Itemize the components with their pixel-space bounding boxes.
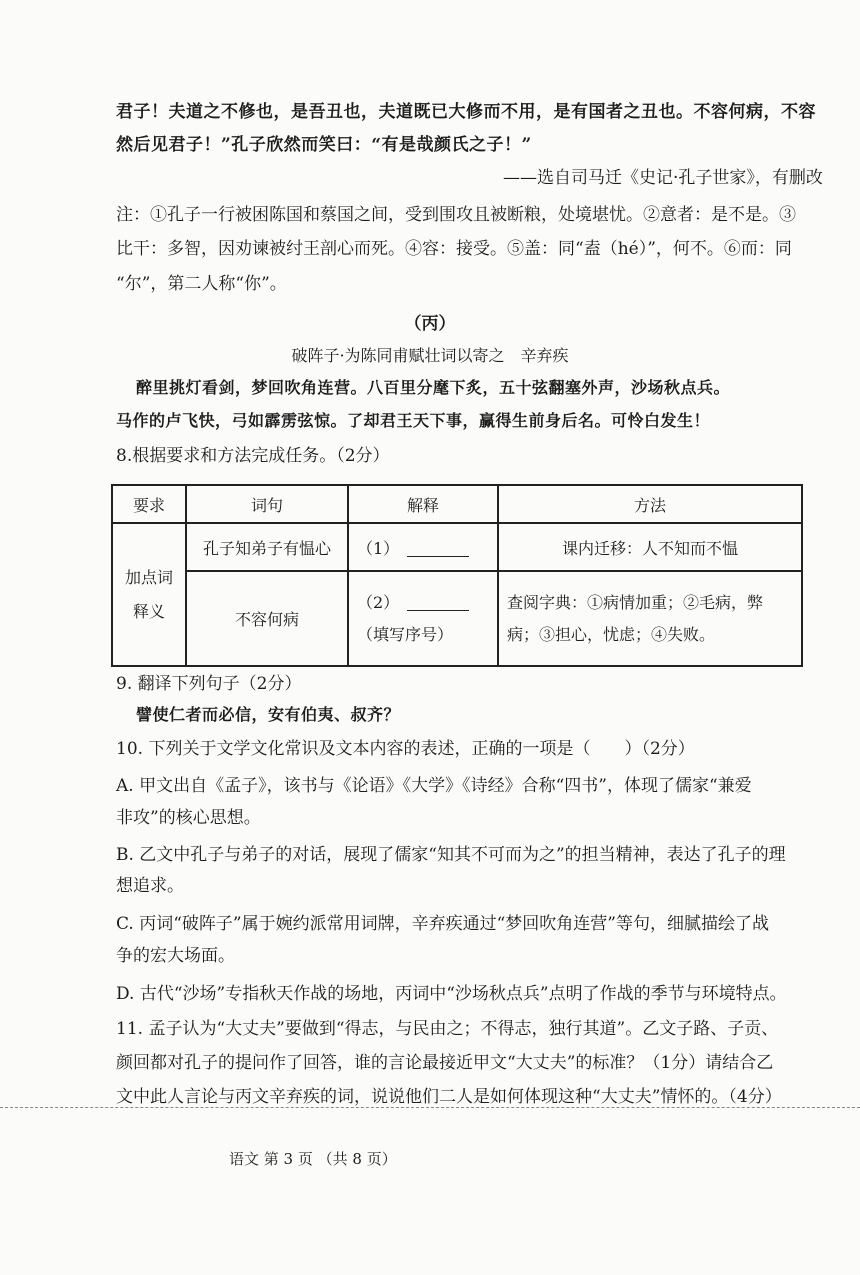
q9-prompt: 9. 翻译下列句子（2分）: [116, 674, 302, 694]
note-line3: “尔”，第二人称“你”。: [116, 274, 287, 294]
fold-line: [0, 1107, 860, 1108]
row2-blank-note: （填写序号）: [357, 624, 454, 644]
q8-task-table: [111, 484, 803, 667]
q8-prompt: 8.根据要求和方法完成任务。（2分）: [116, 446, 390, 466]
poem-title: 破阵子·为陈同甫赋壮词以寄之 辛弃疾: [291, 346, 569, 365]
requirement-line2: 释义: [132, 601, 165, 621]
passage-jia-line1: 君子！夫道之不修也，是吾丑也，夫道既已大修而不用，是有国者之丑也。不容何病，不容: [116, 102, 816, 122]
row1-method: 课内迁移：人不知而不愠: [498, 523, 802, 571]
row2-blank-line: [357, 587, 489, 619]
q10-option-d: D. 古代“沙场”专指秋天作战的场地，丙词中“沙场秋点兵”点明了作战的季节与环境特点。: [116, 984, 787, 1004]
table-header-explanation: 解释: [348, 485, 498, 523]
q10-option-c-line1: C. 丙词“破阵子”属于婉约派常用词牌，辛弃疾通过“梦回吹角连营”等句，细腻描绘了战: [116, 914, 769, 934]
q11-line2: 颜回都对孔子的提问作了回答，谁的言论最接近甲文“大丈夫”的标准？（1分）请结合乙: [116, 1053, 774, 1073]
passage-jia-line2: 然后见君子！”孔子欣然而笑曰：“有是哉颜氏之子！”: [116, 135, 532, 155]
q10-option-a-line2: 非攻”的核心思想。: [116, 808, 261, 828]
note-line1: 注：①孔子一行被困陈国和蔡国之间，受到围攻且被断粮，处境堪忧。②意者：是不是。③: [116, 205, 796, 225]
poem-line1: 醉里挑灯看剑，梦回吹角连营。八百里分麾下炙，五十弦翻塞外声，沙场秋点兵。: [136, 378, 731, 397]
q10-option-c-line2: 争的宏大场面。: [116, 946, 235, 966]
poem-line2: 马作的卢飞快，弓如霹雳弦惊。了却君王天下事，赢得生前身后名。可怜白发生！: [116, 411, 711, 430]
section-bing-heading: （丙）: [404, 314, 456, 334]
row2-method-line2: 病；③担心，忧虑；④失败。: [507, 624, 716, 644]
row2-phrase: 不容何病: [186, 571, 348, 666]
requirement-line1: 加点词: [124, 567, 173, 587]
row2-blank-number: （2）: [357, 592, 400, 612]
passage-source: ——选自司马迁《史记·孔子世家》，有删改: [503, 168, 823, 188]
row2-answer-blank[interactable]: [407, 596, 469, 611]
q10-prompt: 10. 下列关于文学文化常识及文本内容的表述，正确的一项是（ ）（2分）: [116, 739, 695, 759]
table-requirement-cell: [112, 523, 186, 666]
row1-answer-blank[interactable]: [407, 542, 469, 557]
q9-sentence: 譬使仁者而必信，安有伯夷、叔齐？: [136, 705, 401, 724]
q10-option-b-line2: 想追求。: [116, 876, 184, 896]
q10-option-a-line1: A. 甲文出自《孟子》，该书与《论语》《大学》《诗经》合称“四书”，体现了儒家“兼爱: [116, 776, 752, 796]
row2-method-line1: 查阅字典：①病情加重；②毛病，弊: [507, 592, 764, 612]
row1-explanation: [348, 523, 498, 571]
note-line2: 比干：多智，因劝谏被纣王剖心而死。④容：接受。⑤盖：同“盍（hé）”，何不。⑥而：同: [116, 239, 792, 259]
q11-line3: 文中此人言论与丙文辛弃疾的词，说说他们二人是如何体现这种“大丈夫”情怀的。（4分）: [116, 1087, 782, 1107]
row1-phrase: 孔子知弟子有愠心: [186, 523, 348, 571]
q10-option-b-line1: B. 乙文中孔子与弟子的对话，展现了儒家“知其不可而为之”的担当精神，表达了孔子的理: [116, 845, 786, 865]
row2-method: [498, 571, 802, 666]
row1-blank-number: （1）: [357, 538, 400, 558]
q11-line1: 11. 孟子认为“大丈夫”要做到“得志，与民由之；不得志，独行其道”。乙文子路、子贡、: [116, 1019, 779, 1039]
row2-explanation: [348, 571, 498, 666]
table-header-requirement: 要求: [112, 485, 186, 523]
table-header-method: 方法: [498, 485, 802, 523]
page-footer: 语文 第 3 页 （共 8 页）: [229, 1150, 397, 1168]
table-header-phrase: 词句: [186, 485, 348, 523]
